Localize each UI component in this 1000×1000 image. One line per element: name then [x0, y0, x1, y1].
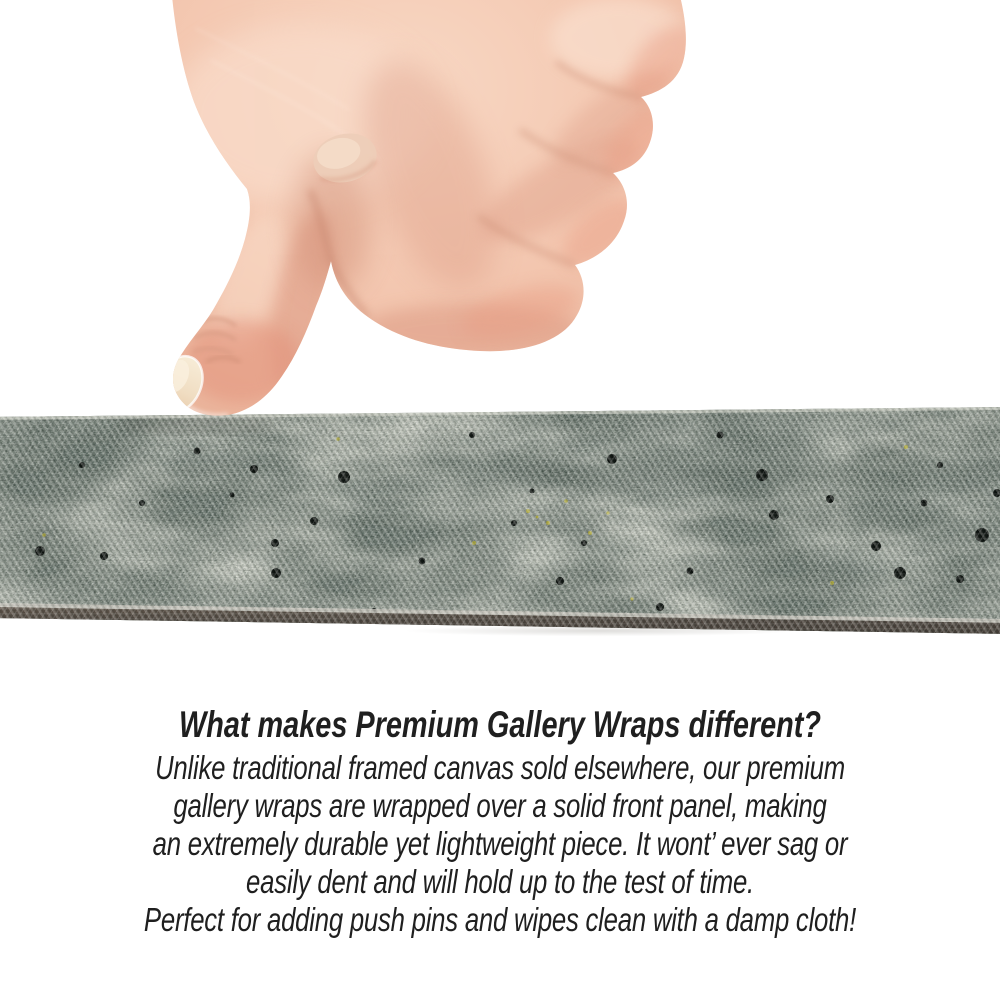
canvas-edge-texture-strip	[0, 403, 1000, 639]
body-line-2: gallery wraps are wrapped over a solid front panel, making	[173, 787, 827, 824]
body-line-4: easily dent and will hold up to the test of time.	[246, 863, 754, 900]
description-text-block	[110, 703, 890, 939]
body-line-1: Unlike traditional framed canvas sold elsewhere, our premium	[155, 749, 845, 786]
canvas-texture-image	[0, 403, 1000, 639]
body-line-3: an extremely durable yet lightweight piece. It wont’ ever sag or	[152, 825, 848, 862]
body-line-5: Perfect for adding push pins and wipes clean with a damp cloth!	[143, 901, 857, 938]
headline: What makes Premium Gallery Wraps different?	[178, 704, 822, 745]
hand-pressing-photo	[0, 0, 760, 432]
